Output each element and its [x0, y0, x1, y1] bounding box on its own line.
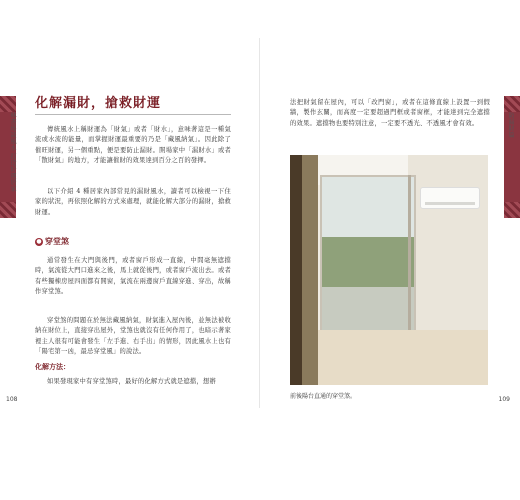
paragraph-continued: 法把財氣留在屋內，可以「改門窗」，或者在這條直線上設置一到假牆，製作玄關，而高度一定要超過門框或者窗框，才能達到完全遮擋的效果。遮擋物也要特別注意，一定要不透光、不透風才會有效。: [290, 99, 490, 127]
section-heading: [35, 236, 69, 247]
chapter-title-block: [35, 92, 235, 115]
air-conditioner: [420, 187, 480, 209]
paragraph-definition: 通常發生在大門與後門，或者窗戶形成一直線，中間毫無遮擋時，氣流從大門口進來之後，馬上就從後門，或者窗戶流出去。或者有些獨棟房屋四面都有開窗，氣流在兩邊窗戶直線穿進、穿出，故稱作穿堂煞。: [35, 257, 231, 295]
paragraph-intro: 傳統風水上稱財運為「財氣」或者「財水」，意味著這是一種氣流或水流的能量，而掌握財運最重要的乃是「藏風納氣」。因此除了催旺財運，另一個重點，便是要防止漏財。開場家中「漏財水」或者「散財氣」的地方，才能讓催財的效果達到百分之百的發揮。: [35, 126, 231, 164]
ornament-icon: [0, 96, 16, 112]
ornament-icon: [504, 96, 520, 112]
photo-caption: 前後陽台直通的穿堂煞。: [290, 393, 357, 400]
circle-bullet-icon: ●: [36, 237, 42, 245]
ornament-icon: [0, 202, 16, 218]
floor: [318, 330, 488, 385]
room-photo: [290, 155, 488, 385]
section-heading-text: 穿堂煞: [45, 236, 69, 246]
chapter-title: 化解漏財，搶救財運: [35, 96, 162, 111]
page-number-right: 109: [498, 396, 510, 403]
right-running-head: 防漏財篇: [507, 112, 514, 138]
title-divider: [35, 114, 231, 115]
solution-heading: 化解方法：: [35, 362, 70, 371]
paragraph-solution: 如果發現家中有穿堂煞時，最好的化解方式就是遮擋，想辦: [47, 378, 216, 385]
paragraph-problem: 穿堂煞的問題在於無法藏風納氣，財氣進入屋內後，並無法被收納在財位上，直接穿出屋外，堂煞也就沒有任何作用了，也暗示著家裡主人很有可能會發生「左手進、右手出」的情形，因此風水上也有「陽宅第一凶，最忌穿堂風」的說法。: [35, 317, 231, 355]
paragraph-guide: 以下介紹 4 種居家內部常見的漏財風水，讀者可以檢視一下住家的狀況，再依照化解的方式來處理，就能化解大部分的漏財，搶救財運。: [35, 188, 231, 216]
balcony-glass-door: [320, 175, 416, 334]
left-running-head: 林書瑤談風水 打造好運居家: [9, 112, 16, 193]
ornament-icon: [504, 202, 520, 218]
page-number-left: 108: [6, 396, 18, 403]
